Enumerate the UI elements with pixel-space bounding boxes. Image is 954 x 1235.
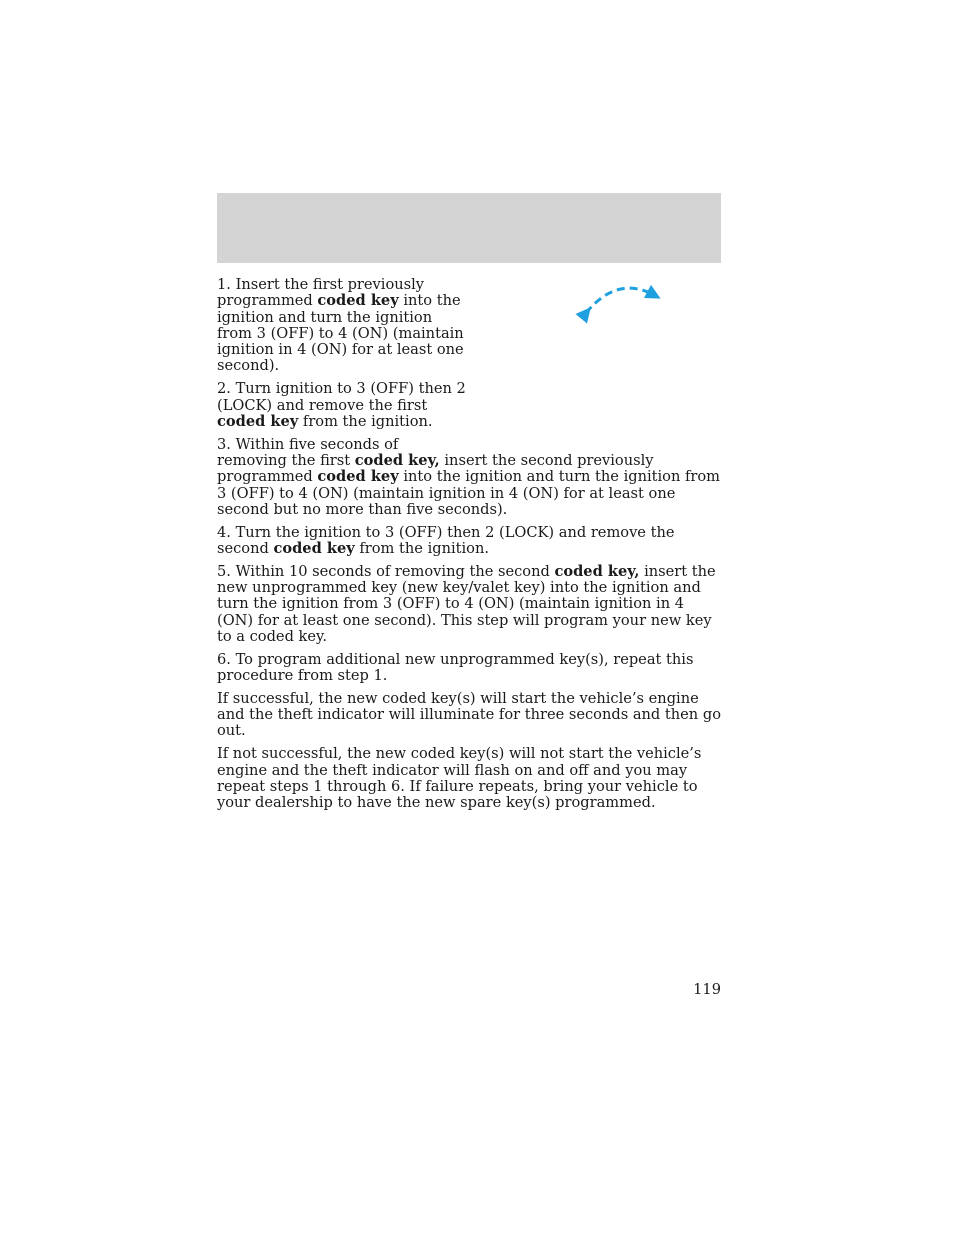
step-5: 5. Within 10 seconds of removing the second coded key, insert the new unprogrammed key (new key/valet key) into the ignition and turn the ignition from 3 (OFF) to 4 (ON) (maintain ignition in 4 (ON) for at least one second). This step will program your new key to a coded key. xyxy=(217,562,716,645)
step-6: 6. To program additional new unprogrammed key(s), repeat this procedure from step 1. xyxy=(217,650,694,685)
step-3: 3. Within five seconds of removing the first coded key, insert the second previously programmed coded key into the ignition and turn the ignition from 3 (OFF) to 4 (ON) (maintain ignition in 4 (ON) for at least one second but no more than five seconds). xyxy=(217,435,721,518)
section-header-band xyxy=(217,193,721,263)
page-content xyxy=(217,277,722,818)
page-number: 119 xyxy=(693,981,721,998)
step-4: 4. Turn the ignition to 3 (OFF) then 2 (LOCK) and remove the second coded key from the ignition. xyxy=(217,523,675,557)
rotation-arrow xyxy=(586,288,654,313)
step-2: 2. Turn ignition to 3 (OFF) then 2 (LOCK) and remove the first coded key from the ignition. xyxy=(217,380,466,430)
step-1: 1. Insert the first previously programmed coded key into the ignition and turn the ignition from 3 (OFF) to 4 (ON) (maintain ignition in 4 (ON) for at least one second). xyxy=(217,276,464,375)
ignition-switch-diagram xyxy=(477,277,722,445)
ignition-switch-svg xyxy=(477,277,722,445)
failure-paragraph: If not successful, the new coded key(s) will not start the vehicle’s engine and the theft indicator will flash on and off and you may repeat steps 1 through 6. If failure repeats, bring your vehicle to your dealership to have the new spare key(s) programmed. xyxy=(217,745,702,812)
success-paragraph: If successful, the new coded key(s) will start the vehicle’s engine and the theft indicator will illuminate for three seconds and then go out. xyxy=(217,689,721,740)
